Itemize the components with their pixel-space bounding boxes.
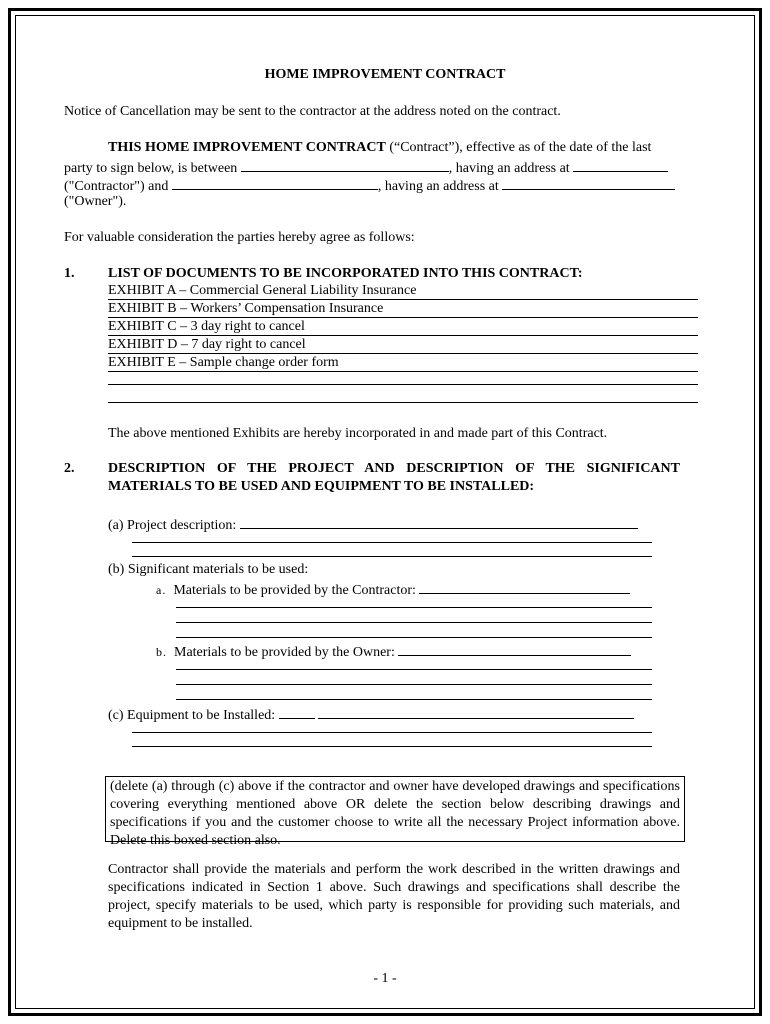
cancellation-notice: Notice of Cancellation may be sent to the contractor at the address noted on the contract. bbox=[64, 104, 561, 119]
intro-line-3 bbox=[64, 175, 675, 196]
consideration-text: For valuable consideration the parties hereby agree as follows: bbox=[64, 230, 415, 245]
document-title: HOME IMPROVEMENT CONTRACT bbox=[264, 67, 506, 82]
materials-owner-line-4[interactable] bbox=[176, 699, 652, 700]
equipment-line-2[interactable] bbox=[132, 732, 652, 733]
significant-materials-label: (b) Significant materials to be used: bbox=[108, 562, 309, 577]
project-description-row bbox=[108, 514, 638, 535]
exhibit-d: EXHIBIT D – 7 day right to cancel bbox=[108, 336, 698, 354]
intro-line2-text-a: party to sign below, is between bbox=[64, 161, 241, 176]
materials-contractor-label: Materials to be provided by the Contractor: bbox=[173, 583, 420, 598]
materials-contractor-row bbox=[156, 579, 630, 600]
equipment-row bbox=[108, 704, 634, 725]
intro-bold-lead: THIS HOME IMPROVEMENT CONTRACT bbox=[108, 140, 386, 155]
intro-line3-text-a: ("Contractor") and bbox=[64, 179, 172, 194]
boxed-instruction-note bbox=[105, 776, 685, 848]
project-description-label: (a) Project description: bbox=[108, 518, 240, 533]
materials-contractor-line-2[interactable] bbox=[176, 607, 652, 608]
exhibit-a: EXHIBIT A – Commercial General Liability Insurance bbox=[108, 282, 698, 300]
intro-line-4: ("Owner"). bbox=[64, 194, 127, 209]
contractor-address-blank[interactable] bbox=[573, 157, 668, 172]
project-description-line-3[interactable] bbox=[132, 556, 652, 557]
materials-contractor-line-4[interactable] bbox=[176, 637, 652, 638]
materials-owner-line-2[interactable] bbox=[176, 669, 652, 670]
project-description-blank[interactable] bbox=[240, 514, 638, 529]
section-1-heading: LIST OF DOCUMENTS TO BE INCORPORATED INTO THIS CONTRACT: bbox=[108, 266, 583, 281]
materials-owner-blank[interactable] bbox=[398, 641, 631, 656]
exhibit-blank-line-1[interactable] bbox=[108, 384, 698, 385]
exhibit-blank-line-2[interactable] bbox=[108, 402, 698, 403]
section-2-heading-line-1: DESCRIPTION OF THE PROJECT AND DESCRIPTION OF THE SIGNIFICANT bbox=[108, 461, 680, 476]
closing-paragraph: Contractor shall provide the materials and perform the work described in the written drawings and specifications indicated in Section 1 above. Such drawings and specifications shall describe the project, specify materials to be used, which party is responsible for providing such materials, and equipment to be installed. bbox=[108, 862, 680, 931]
materials-contractor-line-3[interactable] bbox=[176, 622, 652, 623]
equipment-line-3[interactable] bbox=[132, 746, 652, 747]
materials-contractor-letter: a. bbox=[156, 583, 167, 597]
intro-line3-text-b: , having an address at bbox=[377, 179, 503, 194]
equipment-blank-long[interactable] bbox=[318, 704, 634, 719]
equipment-label: (c) Equipment to be Installed: bbox=[108, 708, 279, 723]
section-2-number: 2. bbox=[64, 461, 75, 476]
contractor-name-blank[interactable] bbox=[241, 157, 449, 172]
materials-owner-letter: b. bbox=[156, 645, 167, 659]
materials-owner-row bbox=[156, 641, 631, 662]
exhibit-e: EXHIBIT E – Sample change order form bbox=[108, 354, 698, 372]
exhibits-incorporated-text: The above mentioned Exhibits are hereby incorporated in and made part of this Contract. bbox=[108, 426, 608, 441]
materials-owner-label: Materials to be provided by the Owner: bbox=[174, 645, 399, 660]
boxed-note-text: (delete (a) through (c) above if the contractor and owner have developed drawings and specifications covering everything mentioned above OR delete the section below describing drawings and specifications if you and the customer choose to write all the necessary Project information above. Delete this boxed section also. bbox=[110, 779, 680, 848]
intro-line1-rest: (“Contract”), effective as of the date of the last bbox=[385, 140, 652, 155]
exhibit-b: EXHIBIT B – Workers’ Compensation Insurance bbox=[108, 300, 698, 318]
project-description-line-2[interactable] bbox=[132, 542, 652, 543]
intro-line2-text-b: , having an address at bbox=[448, 161, 574, 176]
intro-line-1 bbox=[108, 139, 696, 157]
section-1-number: 1. bbox=[64, 266, 75, 281]
owner-name-blank[interactable] bbox=[172, 175, 378, 190]
materials-owner-line-3[interactable] bbox=[176, 684, 652, 685]
equipment-blank-short[interactable] bbox=[279, 704, 315, 719]
page-number: - 1 - bbox=[373, 971, 397, 986]
owner-address-blank[interactable] bbox=[502, 175, 675, 190]
exhibit-c: EXHIBIT C – 3 day right to cancel bbox=[108, 318, 698, 336]
section-2-heading-line-2: MATERIALS TO BE USED AND EQUIPMENT TO BE INSTALLED: bbox=[108, 479, 535, 494]
materials-contractor-blank[interactable] bbox=[419, 579, 630, 594]
